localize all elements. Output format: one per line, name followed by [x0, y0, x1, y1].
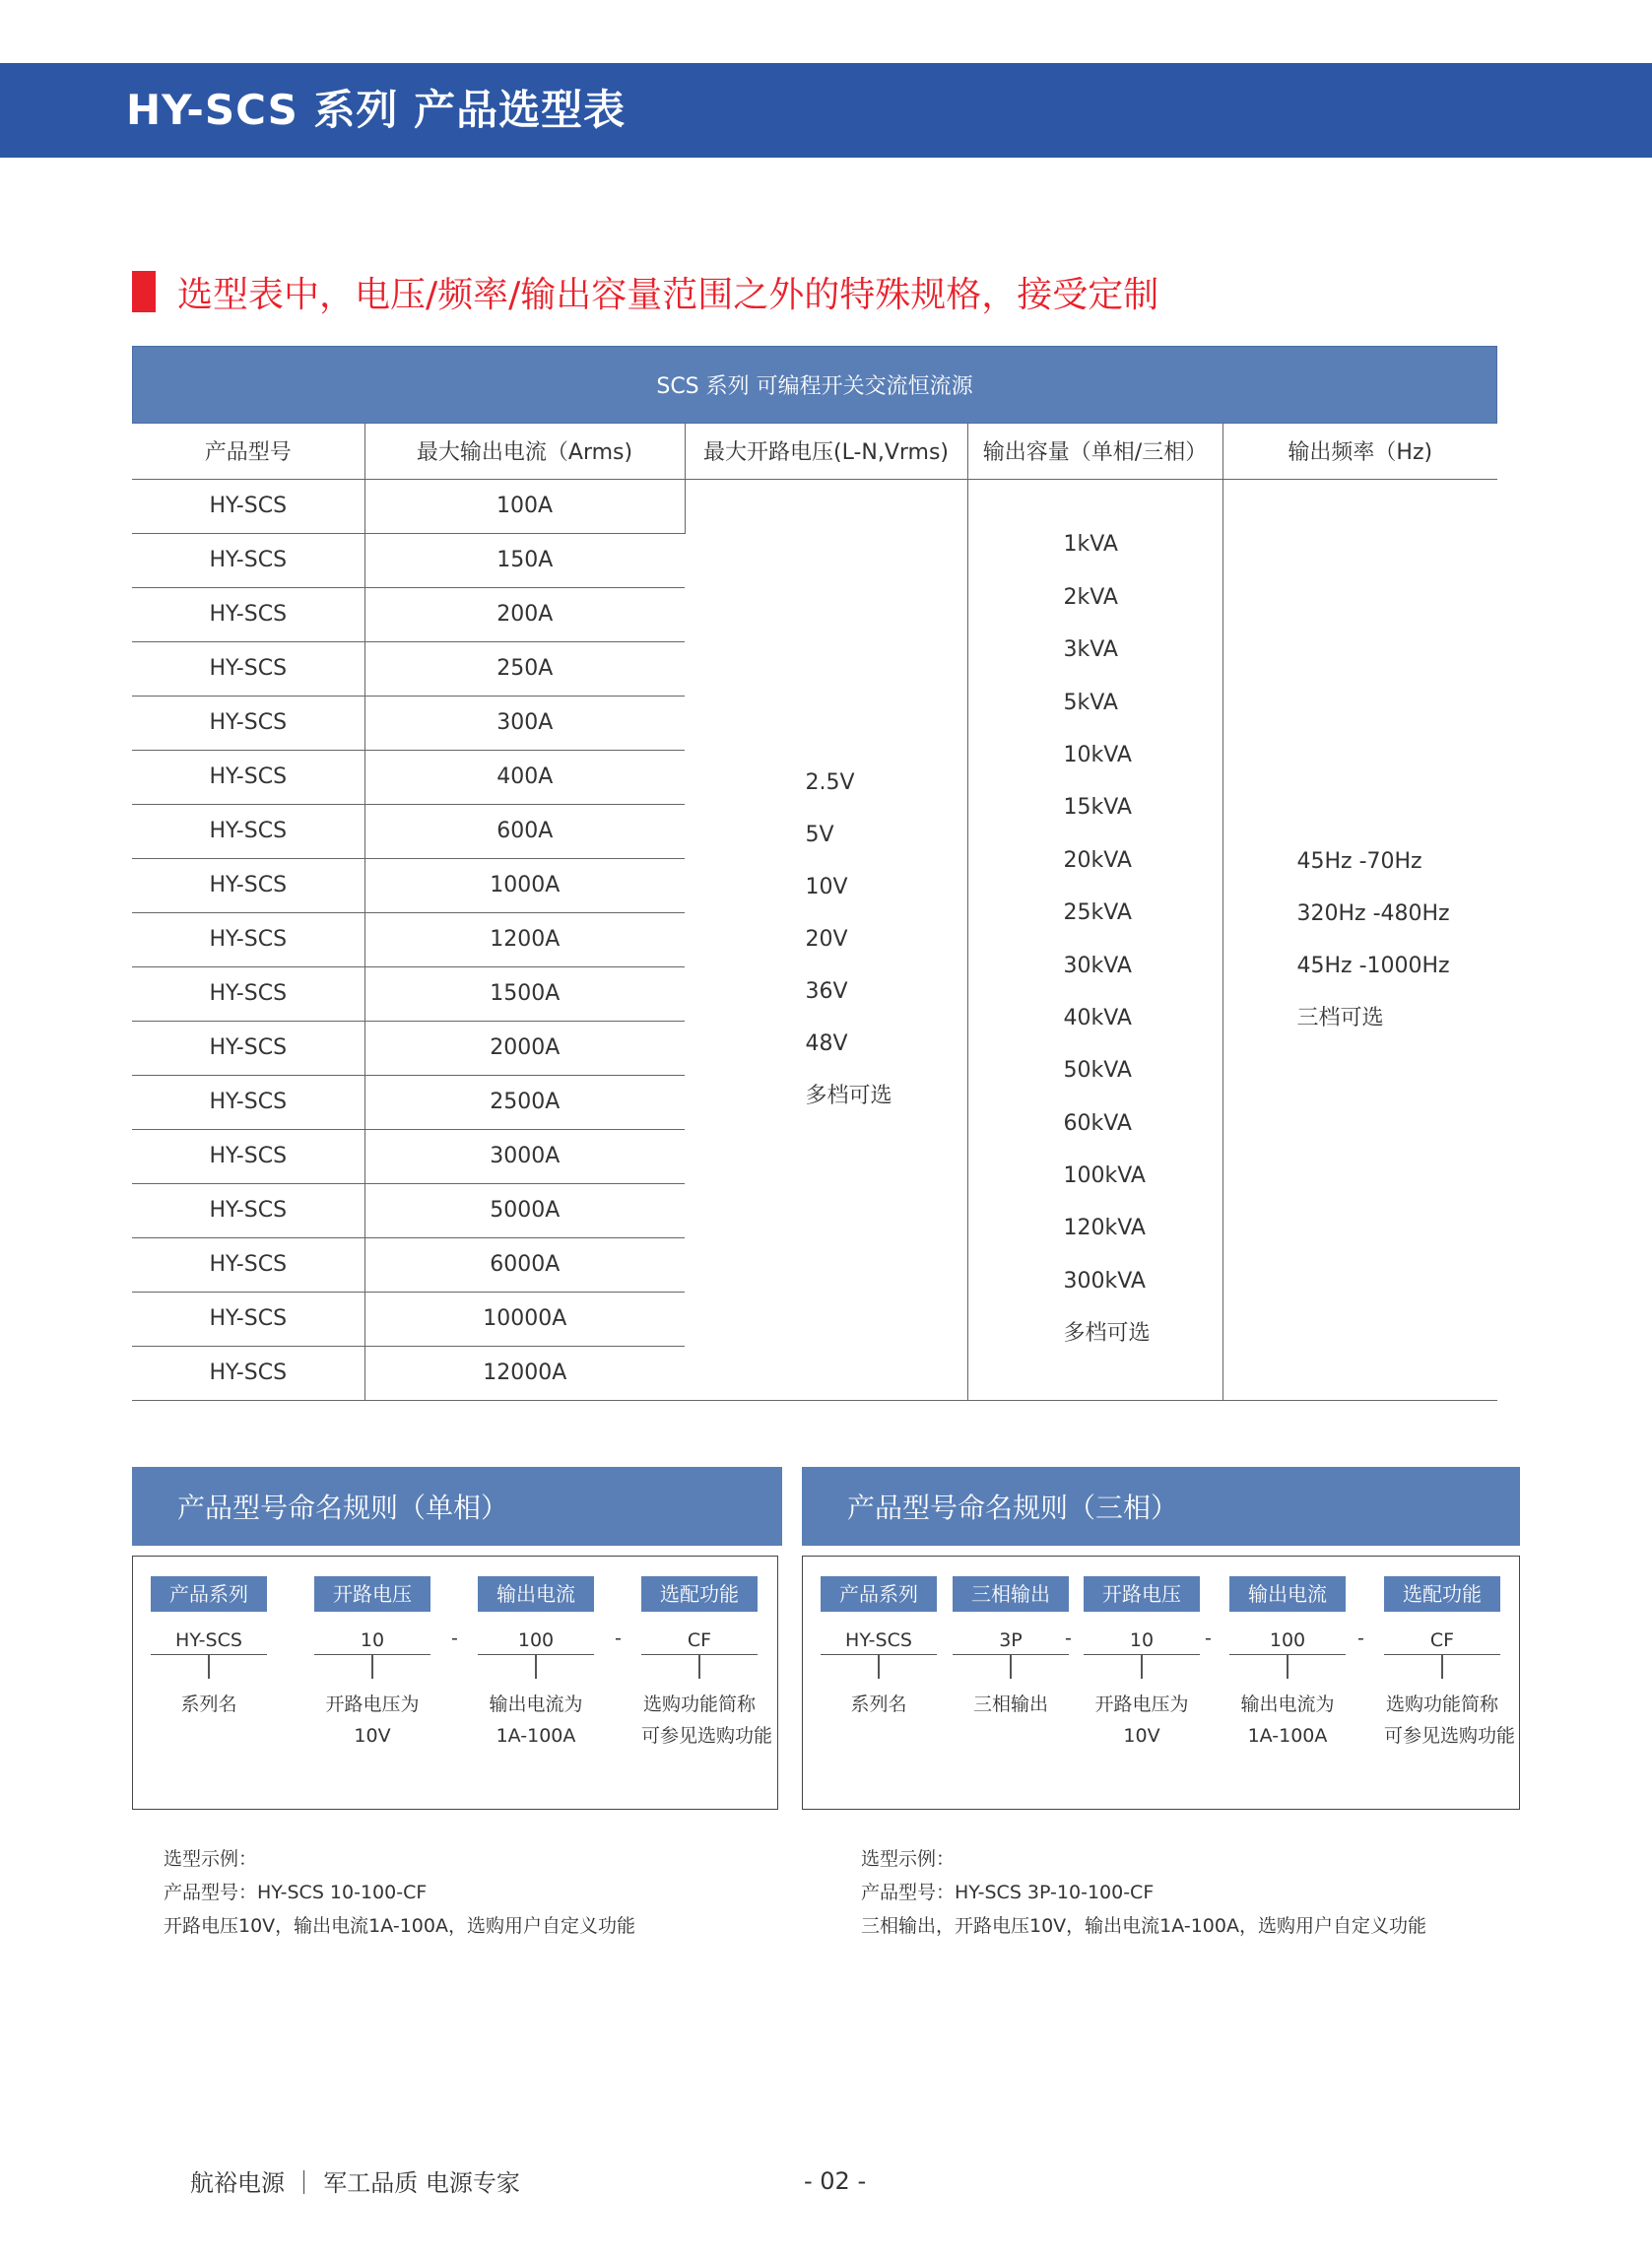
segment-label: 开路电压	[1084, 1576, 1200, 1612]
example-heading: 选型示例：	[861, 1848, 956, 1870]
segment-description	[821, 1689, 937, 1720]
segment-description	[151, 1689, 267, 1720]
list-item: 2kVA	[1063, 584, 1118, 610]
list-item: 120kVA	[1063, 1216, 1146, 1241]
segment-label: 开路电压	[314, 1576, 430, 1612]
table-row	[132, 479, 1497, 533]
example-three	[861, 1842, 1426, 1943]
header-bar	[0, 63, 1652, 158]
model-cell: HY-SCS	[132, 1075, 364, 1129]
naming-segment	[314, 1576, 430, 1752]
current-cell: 250A	[364, 641, 685, 696]
description-line: 开路电压为	[1094, 1693, 1189, 1715]
example-description: 三相输出，开路电压10V，输出电流1A-100A，选购用户自定义功能	[861, 1915, 1426, 1937]
current-cell: 2500A	[364, 1075, 685, 1129]
list-item: 多档可选	[805, 1084, 892, 1108]
frequency-cell	[1222, 479, 1497, 1400]
naming-segment	[821, 1576, 937, 1720]
list-item: 50kVA	[1063, 1058, 1132, 1084]
naming-title: 产品型号命名规则（单相）	[132, 1467, 782, 1546]
naming-diagram	[802, 1556, 1520, 1810]
list-item: 5V	[805, 823, 834, 847]
page-number: - 02 -	[804, 2167, 867, 2195]
list-item: 36V	[805, 979, 848, 1004]
segment-label: 选配功能	[1384, 1576, 1500, 1612]
model-cell: HY-SCS	[132, 641, 364, 696]
model-cell: HY-SCS	[132, 912, 364, 966]
segment-value: CF	[641, 1626, 758, 1655]
example-single	[164, 1842, 635, 1943]
naming-rules-single	[132, 1467, 782, 1810]
column-header: 最大开路电压(L-N,Vrms)	[685, 424, 967, 479]
segment-value: 100	[1229, 1626, 1346, 1655]
table-caption: SCS 系列 可编程开关交流恒流源	[132, 346, 1497, 424]
description-line: 可参见选购功能	[1384, 1725, 1516, 1747]
list-item: 2.5V	[805, 770, 855, 795]
segment-label: 产品系列	[151, 1576, 267, 1612]
naming-diagram	[132, 1556, 778, 1810]
column-header: 输出频率（Hz)	[1222, 424, 1497, 479]
segment-tick	[371, 1655, 373, 1679]
model-cell: HY-SCS	[132, 479, 364, 533]
current-cell: 10000A	[364, 1292, 685, 1346]
current-cell: 1500A	[364, 966, 685, 1021]
description-line: 1A-100A	[1247, 1725, 1328, 1747]
list-item: 3kVA	[1063, 637, 1118, 663]
model-cell: HY-SCS	[132, 533, 364, 587]
model-cell: HY-SCS	[132, 1237, 364, 1292]
segment-value: CF	[1384, 1626, 1500, 1655]
column-header: 产品型号	[132, 424, 364, 479]
current-cell: 300A	[364, 696, 685, 750]
list-item: 10V	[805, 875, 848, 899]
segment-label: 产品系列	[821, 1576, 937, 1612]
current-cell: 400A	[364, 750, 685, 804]
segment-description	[953, 1689, 1069, 1720]
segment-tick	[698, 1655, 700, 1679]
model-cell: HY-SCS	[132, 587, 364, 641]
model-cell: HY-SCS	[132, 696, 364, 750]
segment-tick	[1141, 1655, 1143, 1679]
current-cell: 1000A	[364, 858, 685, 912]
list-item: 320Hz -480Hz	[1296, 900, 1450, 926]
segment-label: 三相输出	[953, 1576, 1069, 1612]
current-cell: 3000A	[364, 1129, 685, 1183]
segment-label: 选配功能	[641, 1576, 758, 1612]
spec-table-grid	[132, 424, 1497, 1401]
table-header-row	[132, 424, 1497, 479]
segment-tick	[208, 1655, 210, 1679]
description-line: 三相输出	[972, 1693, 1048, 1715]
separator-dash: -	[1065, 1627, 1072, 1649]
list-item: 300kVA	[1063, 1268, 1146, 1294]
separator-dash: -	[1205, 1627, 1212, 1649]
description-line: 开路电压为	[325, 1693, 420, 1715]
description-line: 选购功能简称	[642, 1693, 756, 1715]
capacity-cell-list	[968, 518, 1222, 1360]
list-item: 15kVA	[1063, 795, 1132, 821]
model-cell: HY-SCS	[132, 966, 364, 1021]
current-cell: 100A	[364, 479, 685, 533]
notice-marker	[132, 271, 156, 312]
description-line: 选购功能简称	[1385, 1693, 1498, 1715]
example-heading: 选型示例：	[164, 1848, 258, 1870]
naming-segment	[953, 1576, 1069, 1720]
description-line: 10V	[354, 1725, 391, 1747]
model-cell: HY-SCS	[132, 1346, 364, 1400]
list-item: 10kVA	[1063, 742, 1132, 767]
current-cell: 12000A	[364, 1346, 685, 1400]
footer-brand: 航裕电源 ｜ 军工品质 电源专家	[190, 2169, 520, 2197]
naming-segment	[1229, 1576, 1346, 1752]
notice-text: 选型表中，电压/频率/输出容量范围之外的特殊规格，接受定制	[177, 274, 1159, 315]
list-item: 25kVA	[1063, 900, 1132, 926]
segment-tick	[1287, 1655, 1289, 1679]
naming-segment	[641, 1576, 773, 1752]
naming-segment	[151, 1576, 267, 1720]
model-cell: HY-SCS	[132, 1292, 364, 1346]
segment-label: 输出电流	[1229, 1576, 1346, 1612]
current-cell: 2000A	[364, 1021, 685, 1075]
page-title: HY-SCS 系列 产品选型表	[126, 86, 627, 134]
list-item: 45Hz -70Hz	[1296, 848, 1422, 874]
voltage-cell	[685, 479, 967, 1400]
description-line: 输出电流为	[1240, 1693, 1335, 1715]
list-item: 48V	[805, 1031, 848, 1056]
current-cell: 200A	[364, 587, 685, 641]
current-cell: 6000A	[364, 1237, 685, 1292]
voltage-cell-list	[686, 757, 967, 1122]
segment-value: 10	[314, 1626, 430, 1655]
description-line: 10V	[1123, 1725, 1160, 1747]
segment-value: 10	[1084, 1626, 1200, 1655]
segment-description	[314, 1689, 430, 1752]
segment-value: HY-SCS	[151, 1626, 267, 1655]
list-item: 三档可选	[1296, 1005, 1384, 1030]
current-cell: 1200A	[364, 912, 685, 966]
naming-title: 产品型号命名规则（三相）	[802, 1467, 1520, 1546]
segment-label: 输出电流	[478, 1576, 594, 1612]
description-line: 1A-100A	[496, 1725, 576, 1747]
list-item: 40kVA	[1063, 1005, 1132, 1030]
naming-segment	[1084, 1576, 1200, 1752]
naming-rules-three	[802, 1467, 1520, 1810]
list-item: 多档可选	[1063, 1321, 1151, 1347]
capacity-cell	[967, 479, 1222, 1400]
segment-tick	[1010, 1655, 1012, 1679]
spec-table	[132, 346, 1497, 1401]
current-cell: 5000A	[364, 1183, 685, 1237]
separator-dash: -	[1357, 1627, 1364, 1649]
list-item: 100kVA	[1063, 1163, 1146, 1189]
notice	[132, 266, 1158, 317]
segment-tick	[1441, 1655, 1443, 1679]
column-header: 输出容量（单相/三相）	[967, 424, 1222, 479]
example-model: 产品型号：HY-SCS 10-100-CF	[164, 1882, 428, 1903]
column-header: 最大输出电流（Arms)	[364, 424, 685, 479]
model-cell: HY-SCS	[132, 750, 364, 804]
model-cell: HY-SCS	[132, 1183, 364, 1237]
model-cell: HY-SCS	[132, 804, 364, 858]
segment-description	[478, 1689, 594, 1752]
list-item: 20V	[805, 927, 848, 952]
list-item: 45Hz -1000Hz	[1296, 953, 1450, 978]
list-item: 1kVA	[1063, 532, 1118, 558]
description-line: 系列名	[850, 1693, 907, 1715]
model-cell: HY-SCS	[132, 1129, 364, 1183]
model-cell: HY-SCS	[132, 1021, 364, 1075]
list-item: 60kVA	[1063, 1110, 1132, 1136]
segment-description	[1229, 1689, 1346, 1752]
segment-value: 3P	[953, 1626, 1069, 1655]
frequency-cell-list	[1223, 835, 1498, 1044]
separator-dash: -	[615, 1627, 622, 1649]
segment-tick	[878, 1655, 880, 1679]
description-line: 输出电流为	[489, 1693, 583, 1715]
segment-value: 100	[478, 1626, 594, 1655]
segment-description	[1084, 1689, 1200, 1752]
list-item: 5kVA	[1063, 690, 1118, 715]
current-cell: 600A	[364, 804, 685, 858]
separator-dash: -	[451, 1627, 458, 1649]
list-item: 20kVA	[1063, 847, 1132, 873]
description-line: 系列名	[180, 1693, 237, 1715]
example-model: 产品型号：HY-SCS 3P-10-100-CF	[861, 1882, 1155, 1903]
model-cell: HY-SCS	[132, 858, 364, 912]
current-cell: 150A	[364, 533, 685, 587]
segment-description	[641, 1689, 773, 1752]
segment-value: HY-SCS	[821, 1626, 937, 1655]
naming-segment	[478, 1576, 594, 1752]
example-description: 开路电压10V，输出电流1A-100A，选购用户自定义功能	[164, 1915, 635, 1937]
naming-segment	[1384, 1576, 1516, 1752]
list-item: 30kVA	[1063, 953, 1132, 978]
description-line: 可参见选购功能	[641, 1725, 773, 1747]
segment-description	[1384, 1689, 1516, 1752]
segment-tick	[535, 1655, 537, 1679]
